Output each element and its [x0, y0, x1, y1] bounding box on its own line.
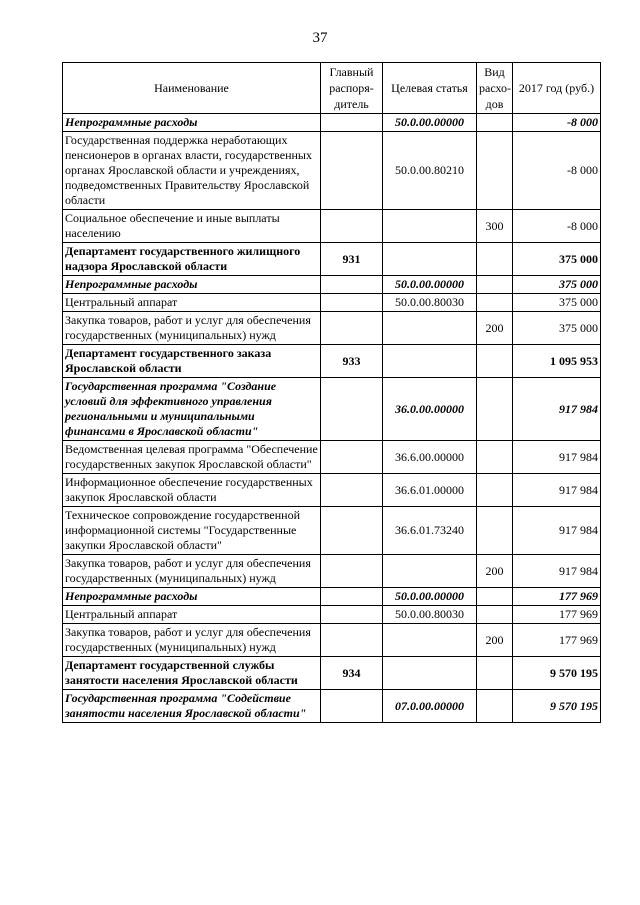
- cell-amount: 177 969: [513, 588, 601, 606]
- cell-name: Непрограммные расходы: [63, 276, 321, 294]
- cell-amount: 177 969: [513, 624, 601, 657]
- cell-expense-type: [477, 114, 513, 132]
- cell-expense-type: 200: [477, 624, 513, 657]
- cell-main-manager: [321, 378, 383, 441]
- table-row: [63, 606, 601, 624]
- cell-main-manager: [321, 588, 383, 606]
- cell-name: Непрограммные расходы: [63, 114, 321, 132]
- cell-target-article: 36.6.01.73240: [383, 507, 477, 555]
- cell-main-manager: [321, 474, 383, 507]
- cell-main-manager: [321, 507, 383, 555]
- cell-main-manager: [321, 210, 383, 243]
- cell-amount: -8 000: [513, 132, 601, 210]
- cell-expense-type: [477, 345, 513, 378]
- table-row: [63, 294, 601, 312]
- table-row: [63, 588, 601, 606]
- table-row: [63, 378, 601, 441]
- cell-expense-type: 200: [477, 555, 513, 588]
- table-row: [63, 441, 601, 474]
- cell-target-article: 50.0.00.80030: [383, 606, 477, 624]
- cell-target-article: 07.0.00.00000: [383, 690, 477, 723]
- cell-expense-type: [477, 132, 513, 210]
- table-row: [63, 345, 601, 378]
- table-body: [63, 114, 601, 723]
- cell-expense-type: [477, 588, 513, 606]
- cell-amount: 917 984: [513, 555, 601, 588]
- cell-name: Закупка товаров, работ и услуг для обеспечения государственных (муниципальных) нужд: [63, 312, 321, 345]
- cell-expense-type: [477, 474, 513, 507]
- cell-main-manager: [321, 114, 383, 132]
- cell-main-manager: [321, 312, 383, 345]
- header-expense-type: Вид расхо-дов: [477, 63, 513, 114]
- table-row: [63, 132, 601, 210]
- table-row: [63, 555, 601, 588]
- cell-target-article: 36.6.00.00000: [383, 441, 477, 474]
- cell-name: Департамент государственного заказа Ярославской области: [63, 345, 321, 378]
- cell-amount: 177 969: [513, 606, 601, 624]
- cell-main-manager: [321, 132, 383, 210]
- cell-amount: 9 570 195: [513, 657, 601, 690]
- page-number: 37: [312, 30, 328, 46]
- table-row: [63, 312, 601, 345]
- cell-amount: 917 984: [513, 378, 601, 441]
- cell-expense-type: [477, 690, 513, 723]
- table-header-row: [63, 63, 601, 114]
- cell-name: Государственная программа "Создание условий для эффективного управления региональными и муниципальными финансами в Ярославской области": [63, 378, 321, 441]
- cell-target-article: [383, 345, 477, 378]
- table-row: [63, 507, 601, 555]
- cell-name: Социальное обеспечение и иные выплаты населению: [63, 210, 321, 243]
- cell-name: Центральный аппарат: [63, 606, 321, 624]
- cell-expense-type: 300: [477, 210, 513, 243]
- cell-main-manager: [321, 276, 383, 294]
- table-row: [63, 690, 601, 723]
- cell-target-article: [383, 657, 477, 690]
- table-row: [63, 474, 601, 507]
- header-amount: 2017 год (руб.): [513, 63, 601, 114]
- cell-main-manager: [321, 606, 383, 624]
- table-row: [63, 114, 601, 132]
- cell-amount: 917 984: [513, 507, 601, 555]
- table-row: [63, 276, 601, 294]
- cell-target-article: 50.0.00.00000: [383, 588, 477, 606]
- cell-expense-type: [477, 441, 513, 474]
- cell-name: Центральный аппарат: [63, 294, 321, 312]
- cell-amount: 375 000: [513, 312, 601, 345]
- cell-main-manager: [321, 441, 383, 474]
- cell-name: Департамент государственного жилищного надзора Ярославской области: [63, 243, 321, 276]
- cell-amount: -8 000: [513, 114, 601, 132]
- cell-main-manager: 934: [321, 657, 383, 690]
- cell-amount: 375 000: [513, 276, 601, 294]
- cell-target-article: 50.0.00.80210: [383, 132, 477, 210]
- table-row: [63, 243, 601, 276]
- cell-expense-type: 200: [477, 312, 513, 345]
- cell-name: Информационное обеспечение государственных закупок Ярославской области: [63, 474, 321, 507]
- cell-name: Департамент государственной службы занятости населения Ярославской области: [63, 657, 321, 690]
- cell-target-article: 36.0.00.00000: [383, 378, 477, 441]
- cell-main-manager: [321, 690, 383, 723]
- cell-target-article: [383, 624, 477, 657]
- cell-target-article: [383, 312, 477, 345]
- budget-table: [62, 62, 601, 723]
- header-name: Наименование: [63, 63, 321, 114]
- cell-main-manager: 931: [321, 243, 383, 276]
- cell-expense-type: [477, 294, 513, 312]
- cell-target-article: [383, 210, 477, 243]
- cell-expense-type: [477, 657, 513, 690]
- cell-expense-type: [477, 507, 513, 555]
- cell-amount: 917 984: [513, 441, 601, 474]
- cell-main-manager: [321, 555, 383, 588]
- table-row: [63, 210, 601, 243]
- cell-target-article: [383, 555, 477, 588]
- cell-name: Техническое сопровождение государственной информационной системы "Государственные закупки Ярославской области": [63, 507, 321, 555]
- cell-main-manager: [321, 624, 383, 657]
- cell-main-manager: 933: [321, 345, 383, 378]
- cell-target-article: 36.6.01.00000: [383, 474, 477, 507]
- cell-main-manager: [321, 294, 383, 312]
- cell-expense-type: [477, 243, 513, 276]
- cell-amount: -8 000: [513, 210, 601, 243]
- cell-expense-type: [477, 606, 513, 624]
- header-main-manager: Главный распоря-дитель: [321, 63, 383, 114]
- cell-amount: 917 984: [513, 474, 601, 507]
- cell-target-article: 50.0.00.80030: [383, 294, 477, 312]
- cell-name: Непрограммные расходы: [63, 588, 321, 606]
- cell-expense-type: [477, 276, 513, 294]
- cell-amount: 1 095 953: [513, 345, 601, 378]
- cell-expense-type: [477, 378, 513, 441]
- cell-name: Закупка товаров, работ и услуг для обеспечения государственных (муниципальных) нужд: [63, 555, 321, 588]
- cell-name: Государственная программа "Содействие занятости населения Ярославской области": [63, 690, 321, 723]
- cell-name: Ведомственная целевая программа "Обеспечение государственных закупок Ярославской области": [63, 441, 321, 474]
- table-row: [63, 657, 601, 690]
- cell-target-article: 50.0.00.00000: [383, 114, 477, 132]
- cell-amount: 9 570 195: [513, 690, 601, 723]
- cell-name: Государственная поддержка неработающих пенсионеров в органах власти, государственных органах Ярославской области и учреждениях, подведомственных Правительству Ярославской области: [63, 132, 321, 210]
- cell-target-article: [383, 243, 477, 276]
- header-target-article: Целевая статья: [383, 63, 477, 114]
- cell-target-article: 50.0.00.00000: [383, 276, 477, 294]
- table-row: [63, 624, 601, 657]
- cell-name: Закупка товаров, работ и услуг для обеспечения государственных (муниципальных) нужд: [63, 624, 321, 657]
- cell-amount: 375 000: [513, 294, 601, 312]
- cell-amount: 375 000: [513, 243, 601, 276]
